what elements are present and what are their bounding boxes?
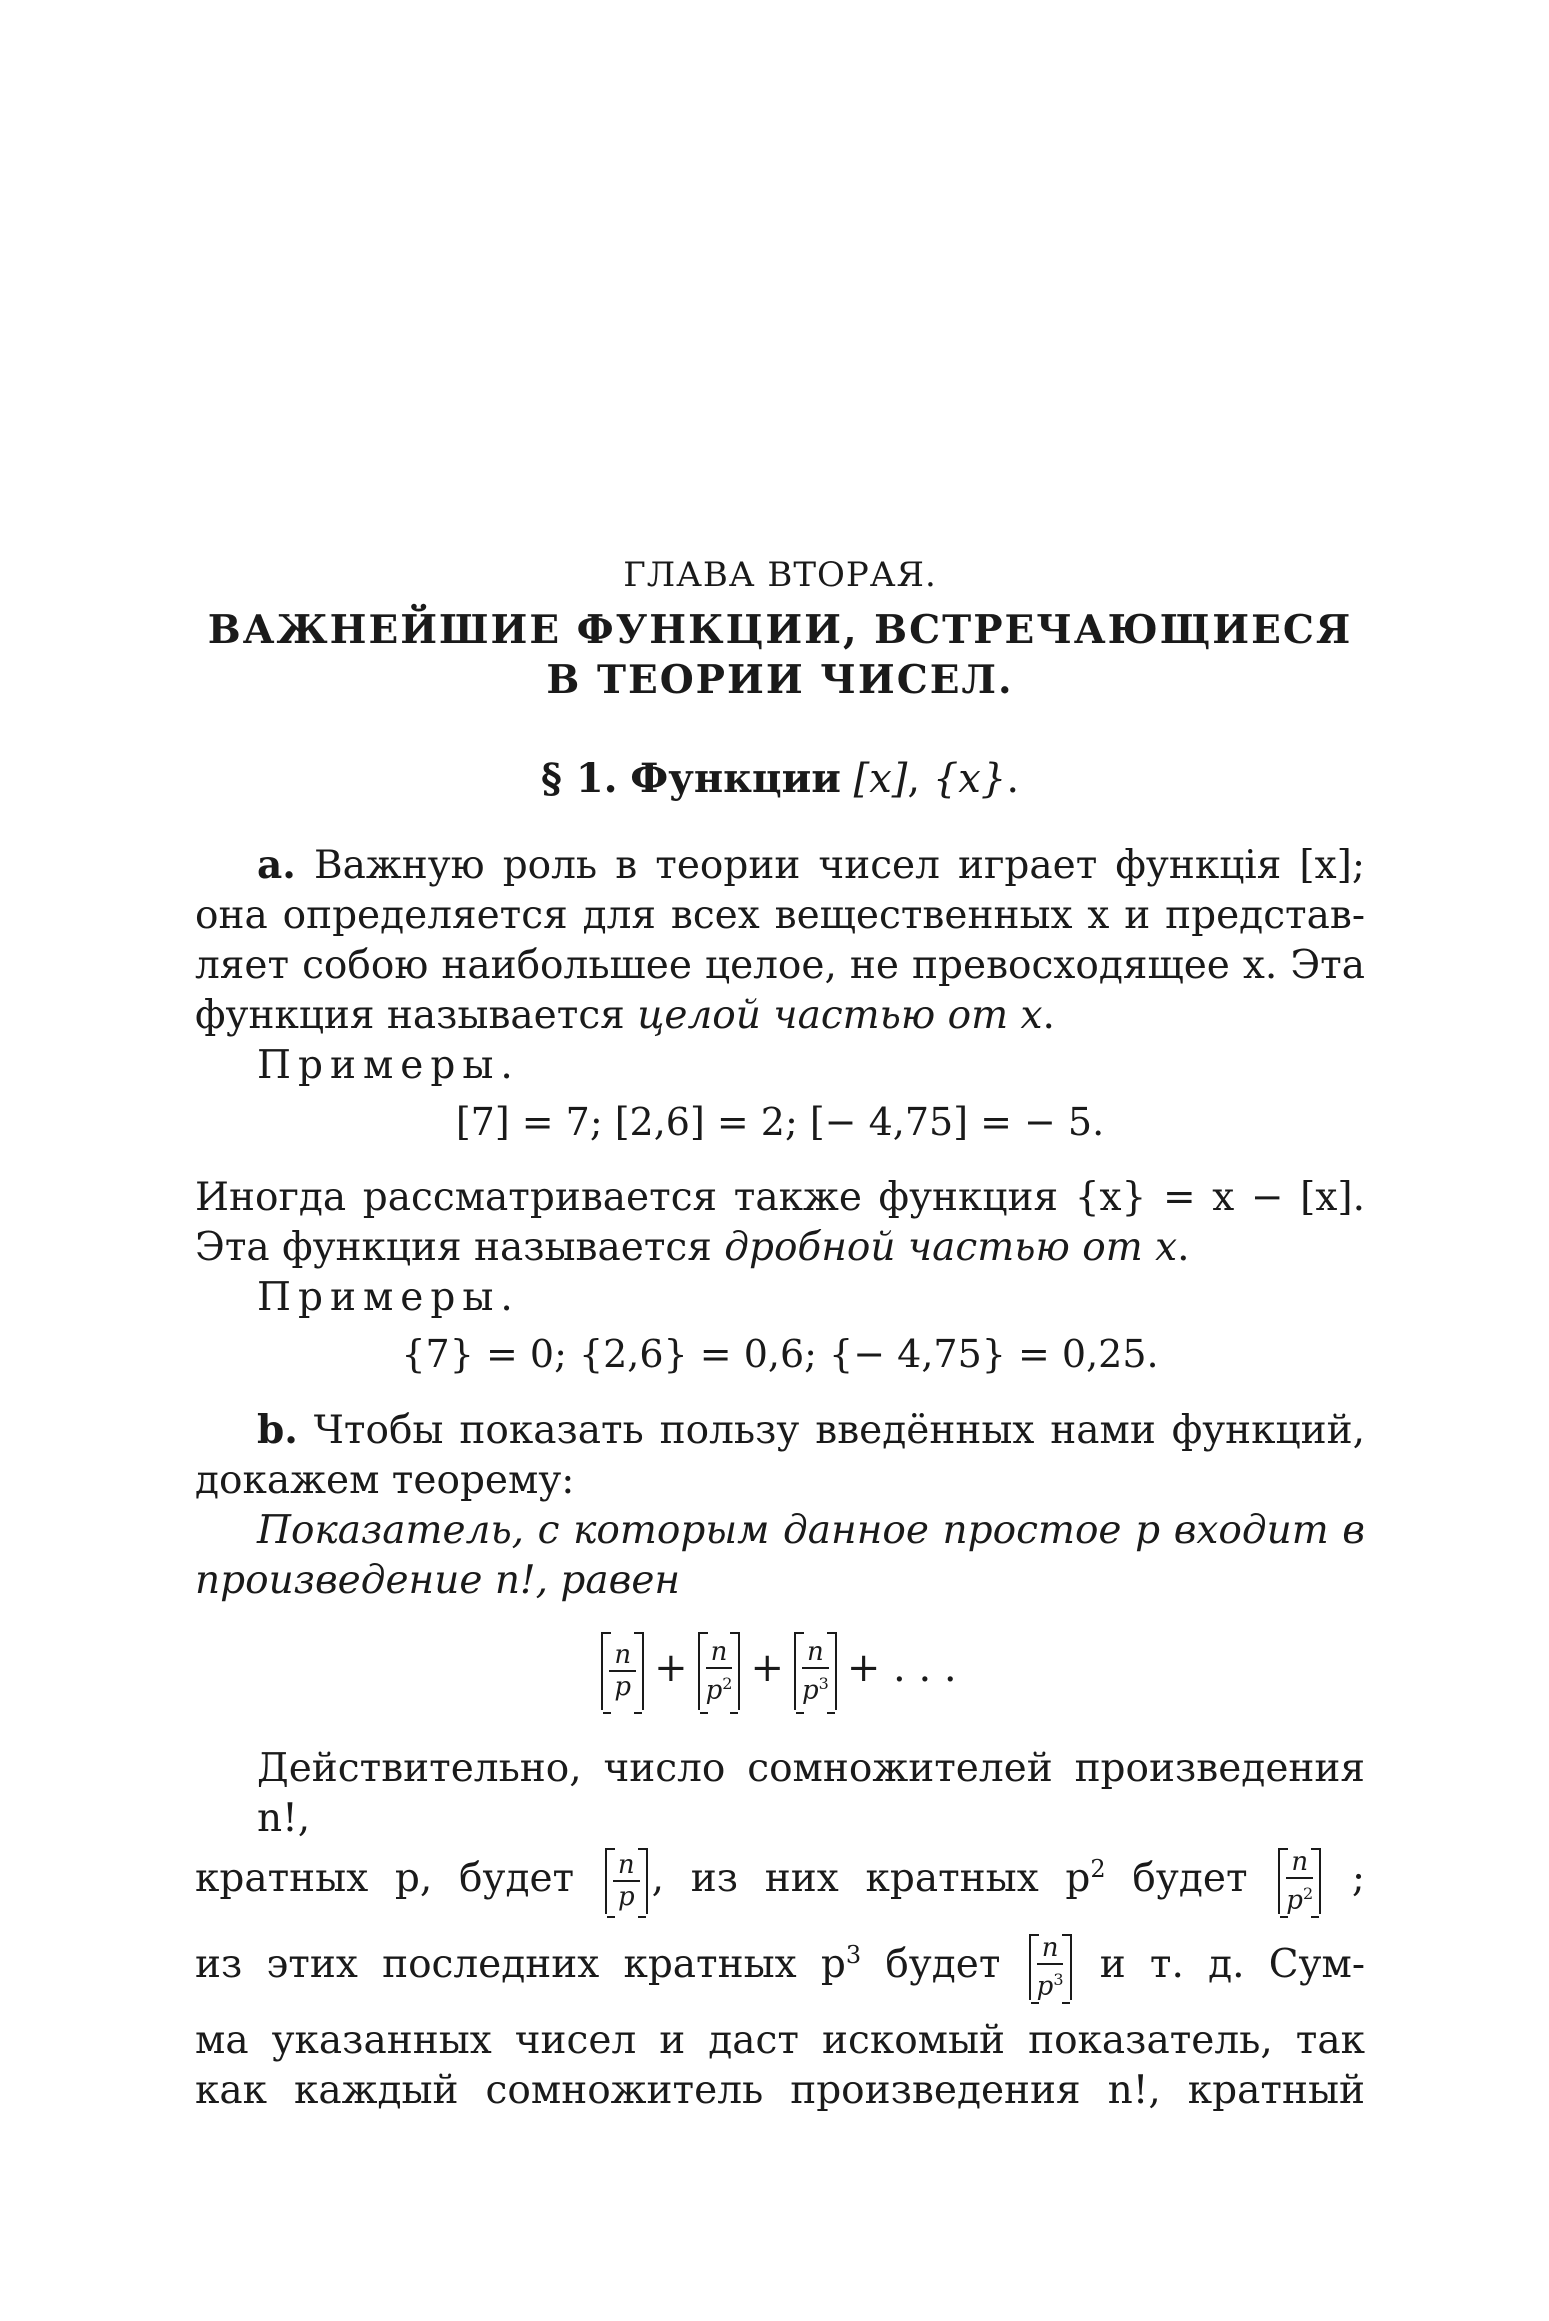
para-a-line-6-end: . — [1177, 1225, 1190, 1270]
chapter-title-line-2: В ТЕОРИИ ЧИСЕЛ. — [546, 657, 1014, 703]
equation-integer-part: [7] = 7; [2,6] = 2; [− 4,75] = − 5. — [455, 1100, 1105, 1144]
sum-continuation: + . . . — [846, 1645, 957, 1691]
plus-1: + — [654, 1645, 688, 1691]
section-func-1: [x] — [853, 756, 908, 802]
para-b-line-1-text: Чтобы показать пользу введённых нами функций, — [313, 1408, 1365, 1453]
para-a-line-4-pre: функция называется — [195, 993, 625, 1038]
frac-3-num: n — [802, 1638, 829, 1669]
para-b-line-5-a: из этих последних кратных p — [195, 1942, 846, 1987]
inline-floor-n-p2: $\frac{n}{p^2}$ — [1278, 1848, 1321, 1914]
inline-floor-n-p3: $\frac{n}{p^3}$ — [1029, 1934, 1072, 2000]
para-a-line-4 — [195, 991, 1365, 1041]
equation-fractional-part: {7} = 0; {2,6} = 0,6; {− 4,75} = 0,25. — [401, 1332, 1159, 1376]
para-b-line-4-a: кратных p, будет — [195, 1856, 575, 1901]
para-b-line-4-b: , из них кратных p — [651, 1856, 1091, 1901]
section-title: Функции — [630, 755, 841, 802]
section-sep: , — [907, 756, 921, 802]
para-a-line-5: Иногда рассматривается также функция {x} = x − [x]. — [195, 1175, 1365, 1220]
fractional-part-term: дробной частью от x — [724, 1225, 1178, 1270]
para-a-letter: a. — [257, 842, 296, 888]
theorem-line-2: произведение n!, равен — [195, 1558, 681, 1603]
para-a-line-6-pre: Эта функция называется — [195, 1225, 712, 1270]
plus-2: + — [750, 1645, 784, 1691]
para-a-line-4-end: . — [1042, 993, 1055, 1038]
para-a-line-1-text: Важную роль в теории чисел играет функція [x]; — [313, 843, 1365, 888]
para-b-line-3: Действительно, число сомножителей произведения n!, — [257, 1746, 1365, 1841]
para-a-line-6 — [195, 1223, 1365, 1273]
frac-1-den: p — [614, 1672, 632, 1702]
section-mark: § 1. — [540, 755, 618, 802]
floor-bracket-2 — [698, 1632, 741, 1710]
page-content — [195, 555, 1365, 2116]
para-b-letter: b. — [257, 1407, 298, 1453]
para-b-line-2: докажем теорему: — [195, 1458, 575, 1503]
para-b-line-5-c: и т. д. Сум- — [1099, 1942, 1366, 1987]
para-b-line-5-b: будет — [885, 1942, 1001, 1987]
examples-label-1: Примеры. — [257, 1043, 520, 1088]
para-b-line-4-c: будет — [1132, 1856, 1248, 1901]
section-func-2: {x} — [932, 756, 1007, 802]
integer-part-term: целой частью от x — [637, 993, 1043, 1038]
sum-formula — [195, 1628, 1365, 1710]
frac-3-den: $p^3$ — [801, 1673, 829, 1706]
para-a-line-2: она определяется для всех вещественных x и представ- — [195, 893, 1365, 938]
floor-bracket-1 — [601, 1632, 644, 1710]
frac-1-num: n — [609, 1641, 636, 1672]
inline-floor-n-p: $\frac{n}{p}$ — [605, 1848, 648, 1914]
para-b-line-5: из этих последних кратных $p^3$ будет $\frac{n}{p^3}$ и т. д. Сум- — [195, 1932, 1366, 2002]
para-b-line-6: ма указанных чисел и даст искомый показатель, так — [195, 2018, 1365, 2063]
chapter-title-line-1: ВАЖНЕЙШИЕ ФУНКЦИИ, ВСТРЕЧАЮЩИЕСЯ — [207, 607, 1353, 653]
floor-bracket-3 — [794, 1632, 837, 1710]
examples-label-2: Примеры. — [257, 1275, 520, 1320]
section-heading — [195, 755, 1365, 802]
frac-2-den: $p^2$ — [705, 1673, 733, 1706]
frac-2-num: n — [706, 1638, 733, 1669]
chapter-label: ГЛАВА ВТОРАЯ. — [623, 555, 937, 595]
theorem-line-1: Показатель, с которым данное простое p входит в — [257, 1508, 1365, 1553]
para-b-line-4-d: ; — [1351, 1856, 1366, 1901]
para-a-line-1 — [195, 840, 1365, 891]
para-b-line-4: кратных p, будет $\frac{n}{p}$ , из них кратных $p^2$ будет $\frac{n}{p^2}$ ; — [195, 1846, 1366, 1916]
para-b-line-7: как каждый сомножитель произведения n!, кратный — [195, 2068, 1365, 2113]
para-a-line-3: ляет собою наибольшее целое, не превосходящее x. Эта — [195, 943, 1365, 988]
para-b-line-1 — [195, 1405, 1365, 1456]
section-end: . — [1006, 756, 1020, 802]
